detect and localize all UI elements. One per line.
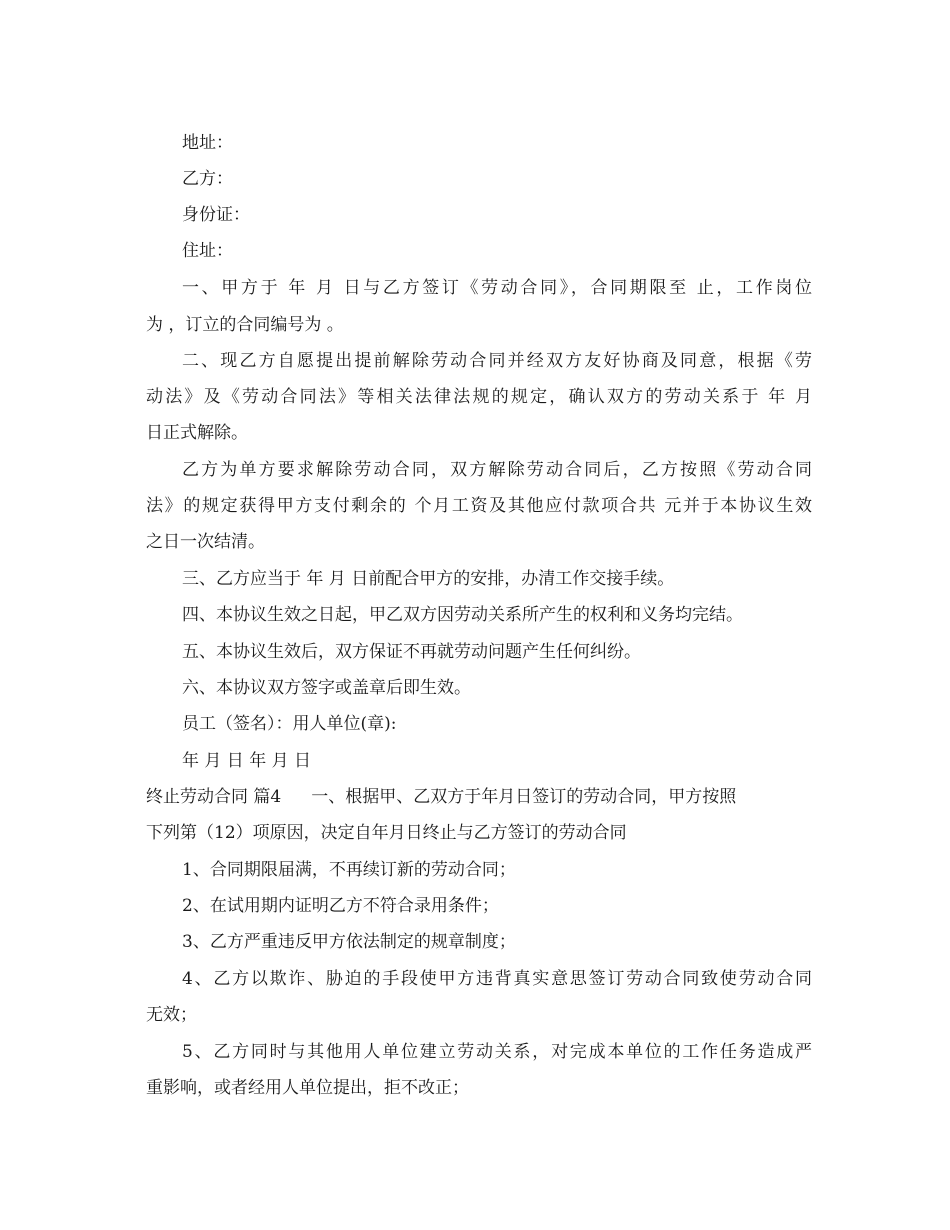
clause-2-line-2: 动法》及《劳动合同法》等相关法律法规的规定，确认双方的劳动关系于 年 月 [146,387,812,407]
signature-line: 员工（签名）：用人单位(章): [182,714,397,734]
reason-5-line-1: 5、乙方同时与其他用人单位建立劳动关系，对完成本单位的工作任务造成严 [182,1042,812,1062]
clause-3: 三、乙方应当于 年 月 日前配合甲方的安排，办清工作交接手续。 [182,569,675,589]
section-title: 终止劳动合同 篇4 [146,787,282,807]
clause-1-line-2: 为 ，订立的合同编号为 。 [146,315,344,335]
id-card-label: 身份证： [182,205,250,225]
clause-2-line-3: 日正式解除。 [146,423,248,443]
reason-4-line-1: 4、乙方以欺诈、胁迫的手段使甲方违背真实意思签订劳动合同致使劳动合同 [182,969,812,989]
clause-2-line-1: 二、现乙方自愿提出提前解除劳动合同并经双方友好协商及同意，根据《劳 [182,351,812,371]
clause-5: 五、本协议生效后，双方保证不再就劳动问题产生任何纠纷。 [182,642,641,662]
reason-4-line-2: 无效； [146,1005,197,1025]
reason-5-line-2: 重影响，或者经用人单位提出，拒不改正； [146,1078,469,1098]
section-line-2: 下列第（12）项原因，决定自年月日终止与乙方签订的劳动合同 [146,823,627,843]
reason-3: 3、乙方严重违反甲方依法制定的规章制度； [182,932,516,952]
clause-2b-line-3: 之日一次结清。 [146,532,265,552]
clause-4: 四、本协议生效之日起，甲乙双方因劳动关系所产生的权利和义务均完结。 [182,605,743,625]
clause-6: 六、本协议双方签字或盖章后即生效。 [182,678,471,698]
clause-2b-line-1: 乙方为单方要求解除劳动合同，双方解除劳动合同后，乙方按照《劳动合同 [182,460,812,480]
residence-label: 住址： [182,241,233,261]
party-b-label: 乙方： [182,169,233,189]
address-label: 地址： [182,133,233,153]
date-line: 年 月 日 年 月 日 [182,751,312,771]
reason-1: 1、合同期限届满，不再续订新的劳动合同； [182,860,516,880]
section-heading-line [146,785,812,809]
reason-2: 2、在试用期内证明乙方不符合录用条件； [182,896,499,916]
clause-1-line-1: 一、甲方于 年 月 日与乙方签订《劳动合同》，合同期限至 止，工作岗位 [182,278,812,298]
section-first-line: 一、根据甲、乙双方于年月日签订的劳动合同，甲方按照 [311,787,737,807]
clause-2b-line-2: 法》的规定获得甲方支付剩余的 个月工资及其他应付款项合共 元并于本协议生效 [146,496,812,516]
